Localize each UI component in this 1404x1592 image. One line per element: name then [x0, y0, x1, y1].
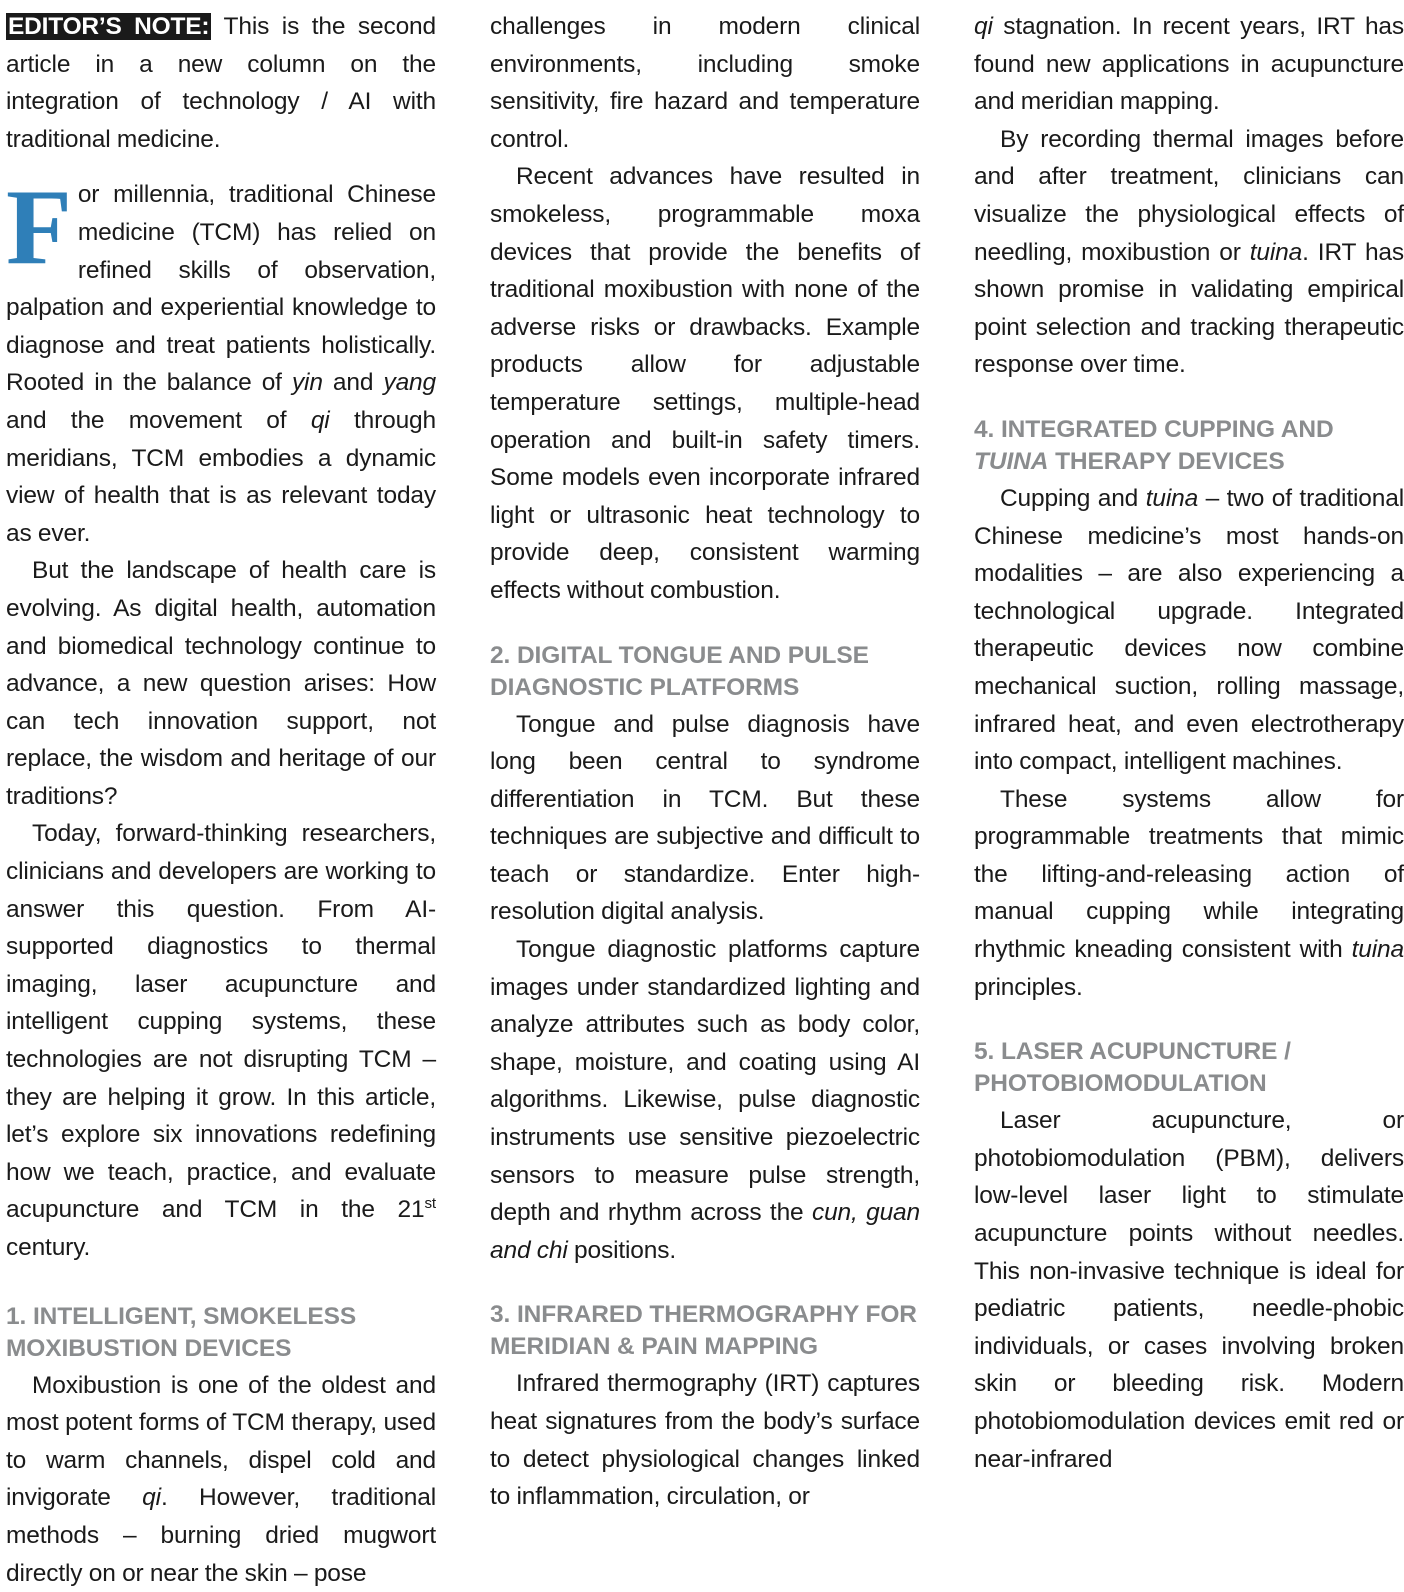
paragraph-challenges: challenges in modern clinical environments, including smoke sensitivity, fire hazard and temperature control. — [490, 13, 920, 153]
paragraph-recent-advances: Recent advances have resulted in smokeless, programmable moxa devices that provide the benefits of traditional moxibustion with none of the adverse risks or drawbacks. Example products allow for adjustable temperature settings, multiple-head operation and built-in safety timers. Some models even incorporate infrared light or ultrasonic heat technology to provide deep, consistent warming effects without combustion. — [490, 163, 920, 604]
paragraph-infrared: Infrared thermography (IRT) captures heat signatures from the body’s surface to detect physiological changes linked to inflammation, circulation, or — [490, 1370, 920, 1511]
paragraph-tongue-pulse: Tongue and pulse diagnosis have long been central to syndrome differentiation in TCM. But these techniques are subjective and difficult to teach or standardize. Enter high-resolution digital analysis. — [490, 710, 920, 926]
column-2 — [490, 8, 920, 1516]
column-3 — [974, 8, 1404, 1478]
editors-note-label: EDITOR’S NOTE: — [8, 13, 210, 40]
paragraph-intro: For millennia, traditional Chinese medicine (TCM) has relied on refined skills of observation, palpation and experiential knowledge to diagnose and treat patients holistically. Rooted in the balance of yin and yang and the movement of qi through meridians, TCM embodies a dynamic view of health that is as relevant today as ever. — [6, 168, 437, 547]
editors-note — [6, 8, 436, 158]
section-heading-4: 4. INTEGRATED CUPPING AND TUINA THERAPY DEVICES — [974, 415, 1334, 475]
paragraph-systems-programmable: These systems allow for programmable treatments that mimic the lifting-and-releasing action of manual cupping while integrating rhythmic kneading consistent with tuina principles. — [974, 785, 1404, 1001]
paragraph-today: Today, forward-thinking researchers, clinicians and developers are working to answer this question. From AI-supported diagnostics to thermal imaging, laser acupuncture and intelligent cupping systems, these technologies are not disrupting TCM – they are helping it grow. In this article, let’s explore six innovations redefining how we teach, practice, and evaluate acupuncture and TCM in the 21st century. — [6, 820, 436, 1261]
section-heading-2: 2. DIGITAL TONGUE AND PULSE DIAGNOSTIC PLATFORMS — [490, 641, 869, 701]
paragraph-qi-stagnation: qi stagnation. In recent years, IRT has found new applications in acupuncture and meridian mapping. — [974, 13, 1404, 116]
paragraph-tongue-platforms: Tongue diagnostic platforms capture images under standardized lighting and analyze attributes such as body color, shape, moisture, and coating using AI algorithms. Likewise, pulse diagnostic instruments use sensitive piezoelectric sensors to measure pulse strength, depth and rhythm across the cun, guan and chi positions. — [490, 936, 921, 1264]
section-heading-5: 5. LASER ACUPUNCTURE / PHOTOBIOMODULATION — [974, 1038, 1291, 1098]
drop-cap: F — [6, 168, 72, 288]
paragraph-moxibustion: Moxibustion is one of the oldest and most potent forms of TCM therapy, used to warm channels, dispel cold and invigorate qi. However, traditional methods – burning dried mugwort directly on or near the skin – pose — [6, 1371, 436, 1587]
section-heading-1: 1. INTELLIGENT, SMOKELESS MOXIBUSTION DEVICES — [6, 1302, 357, 1362]
column-1 — [6, 8, 436, 1592]
paragraph-cupping-tuina: Cupping and tuina – two of traditional Chinese medicine’s most hands-on modalities – are also experiencing a technological upgrade. Integrated therapeutic devices now combine mechanical suction, rolling massage, infrared heat, and even electrotherapy into compact, intelligent machines. — [974, 484, 1404, 776]
section-heading-3: 3. INFRARED THERMOGRAPHY FOR MERIDIAN & PAIN MAPPING — [490, 1301, 917, 1361]
editors-note-text: This is the second article in a new column on the integration of technology / AI with traditional medicine. — [6, 13, 437, 153]
paragraph-thermal-images: By recording thermal images before and after treatment, clinicians can visualize the physiological effects of needling, moxibustion or tuina. IRT has shown promise in validating empirical point selection and tracking therapeutic response over time. — [974, 125, 1404, 379]
paragraph-laser-acupuncture: Laser acupuncture, or photobiomodulation (PBM), delivers low-level laser light to stimulate acupuncture points without needles. This non-invasive technique is ideal for pediatric patients, needle-phobic individuals, or cases involving broken skin or bleeding risk. Modern photobiomodulation devices emit red or near-infrared — [974, 1107, 1404, 1473]
paragraph-landscape: But the landscape of health care is evolving. As digital health, automation and biomedical technology continue to advance, a new question arises: How can tech innovation support, not replace, the wisdom and heritage of our traditions? — [6, 557, 436, 810]
